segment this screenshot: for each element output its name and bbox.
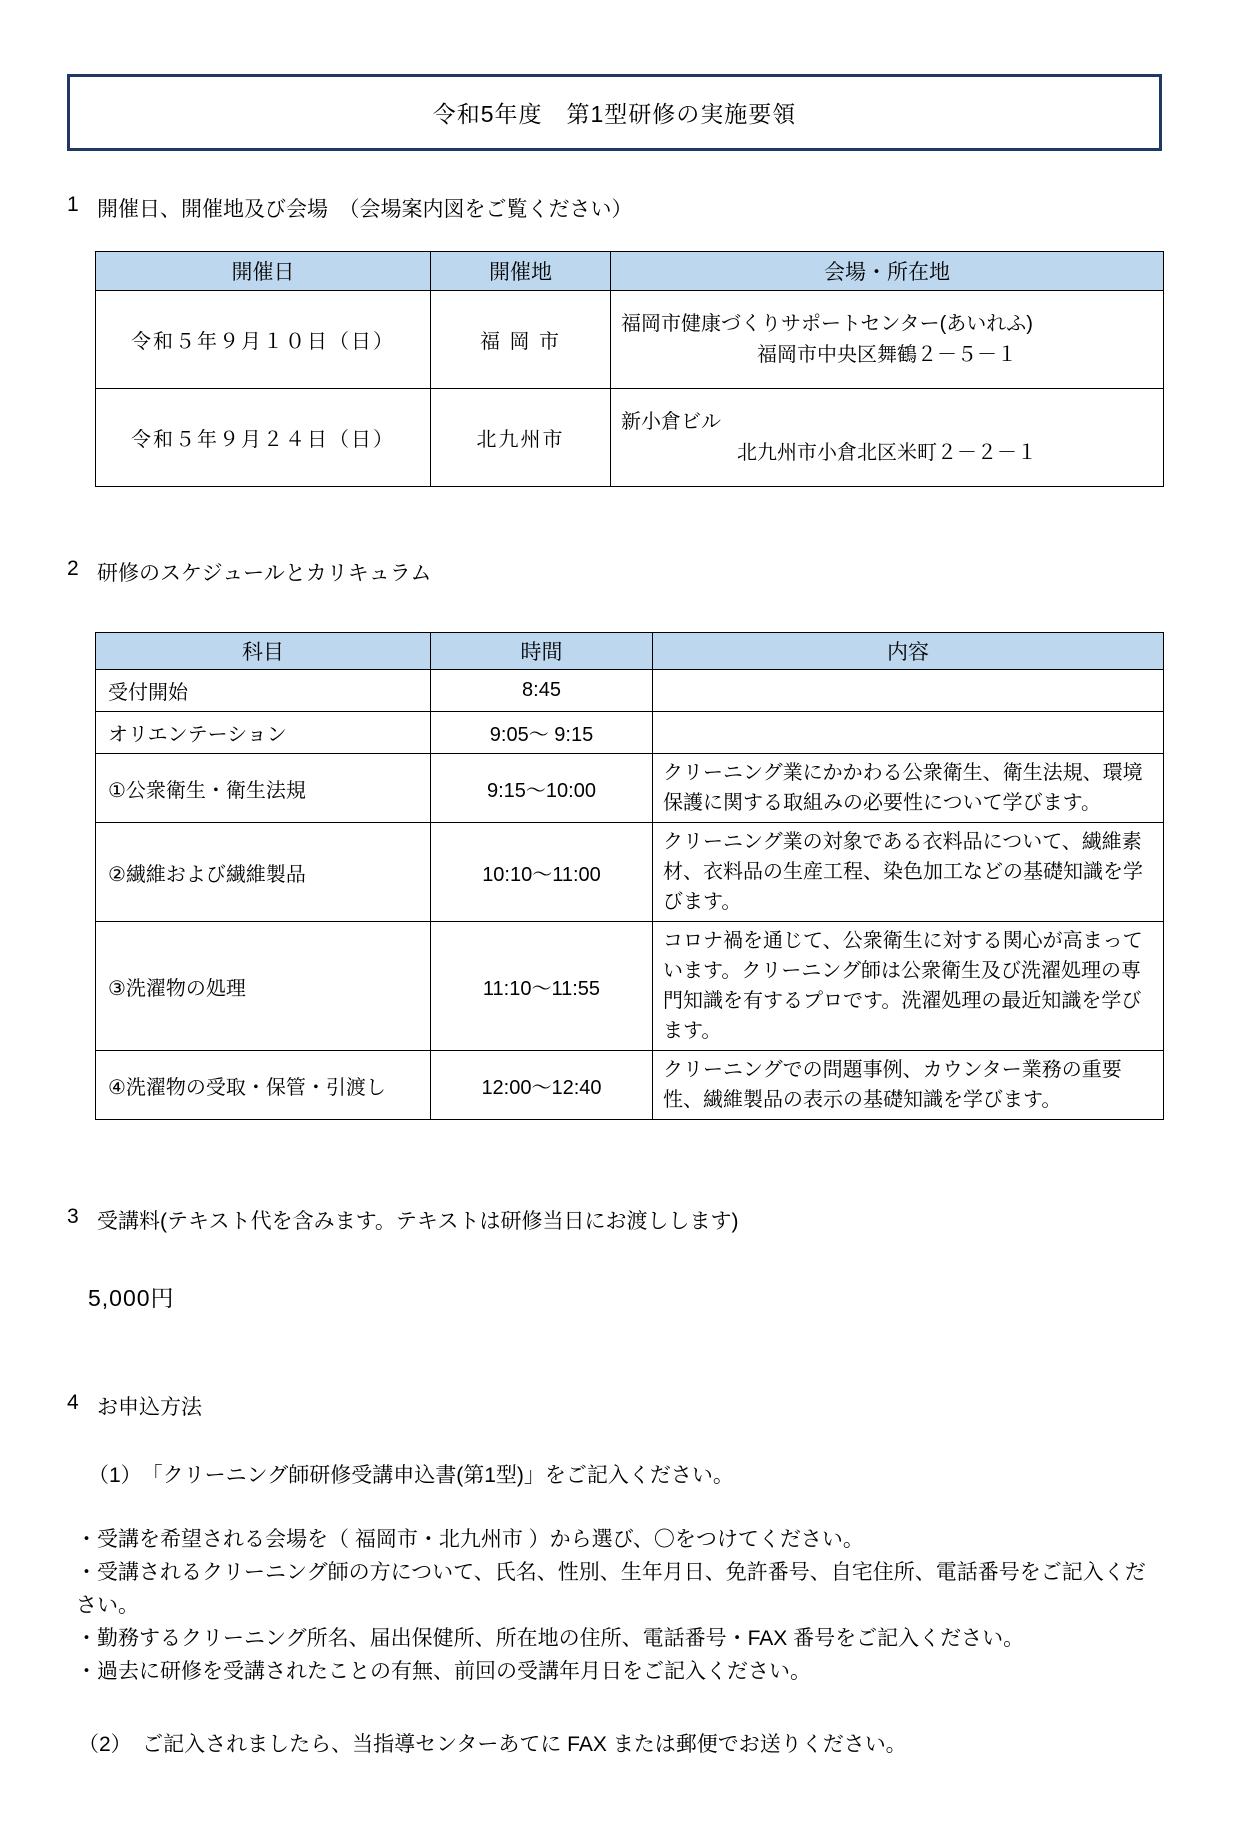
apply-step-2: （2） ご記入されましたら、当指導センターあてに FAX または郵便でお送りください。 [78, 1733, 907, 1756]
schedule-subject-cell: オリエンテーション [96, 712, 431, 754]
document-title: 令和5年度 第1型研修の実施要領 [432, 101, 797, 127]
schedule-subject-cell: ④洗濯物の受取・保管・引渡し [96, 1051, 431, 1120]
venue-city-cell: 福 岡 市 [431, 291, 611, 389]
document-title-box [67, 74, 1162, 151]
section-3-title: 受講料(テキスト代を含みます。テキストは研修当日にお渡しします) [97, 1210, 739, 1233]
schedule-time-cell: 9:05～ 9:15 [431, 712, 653, 754]
venue-location-cell [611, 291, 1164, 389]
schedule-content-cell [653, 670, 1164, 712]
schedule-time-cell: 11:10～11:55 [431, 922, 653, 1051]
apply-step-1: （1） 「クリーニング師研修受講申込書(第1型)」をご記入ください。 [88, 1464, 734, 1487]
schedule-row [96, 823, 1164, 922]
apply-instruction-bullet: ・受講を希望される会場を（ 福岡市・北九州市 ）から選び、〇をつけてください。 [76, 1528, 864, 1551]
apply-instruction-bullet: ・過去に研修を受講されたことの有無、前回の受講年月日をご記入ください。 [76, 1660, 811, 1683]
schedule-row [96, 754, 1164, 823]
venue-table-header-row [96, 252, 1164, 291]
course-fee: 5,000円 [88, 1285, 175, 1311]
schedule-time-cell: 12:00～12:40 [431, 1051, 653, 1120]
schedule-content-cell: コロナ禍を通じて、公衆衛生に対する関心が高まっています。クリーニング師は公衆衛生及び洗濯処理の専門知識を有するプロです。洗濯処理の最近知識を学びます。 [653, 922, 1164, 1051]
section-1-heading [67, 193, 1240, 223]
section-3-heading [67, 1205, 1240, 1235]
venue-date-cell: 令和５年９月２４日（日） [96, 389, 431, 487]
schedule-subject-cell: ③洗濯物の処理 [96, 922, 431, 1051]
section-4-number: 4 [67, 1391, 79, 1414]
section-1-title: 開催日、開催地及び会場 （会場案内図をご覧ください） [97, 198, 633, 221]
schedule-time-cell: 9:15～10:00 [431, 754, 653, 823]
schedule-row [96, 670, 1164, 712]
section-4-heading [67, 1391, 1240, 1421]
venue-table-row [96, 389, 1164, 487]
schedule-table-header-content: 内容 [653, 633, 1164, 670]
schedule-row [96, 1051, 1164, 1120]
venue-table-header-city: 開催地 [431, 252, 611, 291]
venue-table [95, 251, 1164, 487]
apply-instructions-list [76, 1523, 1164, 1688]
venue-address: 福岡市中央区舞鶴２－５－１ [757, 343, 1017, 366]
schedule-row [96, 922, 1164, 1051]
schedule-table [95, 632, 1164, 1120]
document-page [0, 74, 1240, 1828]
schedule-subject-cell: ②繊維および繊維製品 [96, 823, 431, 922]
section-2-number: 2 [67, 557, 79, 580]
venue-table-header-date: 開催日 [96, 252, 431, 291]
venue-name: 新小倉ビル [621, 410, 721, 433]
schedule-subject-cell: 受付開始 [96, 670, 431, 712]
schedule-row [96, 712, 1164, 754]
venue-table-header-venue: 会場・所在地 [611, 252, 1164, 291]
apply-instruction-bullet: ・受講されるクリーニング師の方について、氏名、性別、生年月日、免許番号、自宅住所、電話番号をご記入ください。 [76, 1561, 1146, 1617]
section-2-heading [67, 557, 1240, 587]
schedule-content-cell: クリーニング業にかかわる公衆衛生、衛生法規、環境保護に関する取組みの必要性について学びます。 [653, 754, 1164, 823]
section-1-number: 1 [67, 193, 79, 216]
schedule-time-cell: 8:45 [431, 670, 653, 712]
venue-name: 福岡市健康づくりサポートセンター(あいれふ) [621, 312, 1033, 335]
venue-location-cell [611, 389, 1164, 487]
section-4-title: お申込方法 [97, 1396, 202, 1419]
venue-table-row [96, 291, 1164, 389]
section-3-number: 3 [67, 1205, 79, 1228]
schedule-content-cell [653, 712, 1164, 754]
schedule-content-cell: クリーニングでの問題事例、カウンター業務の重要性、繊維製品の表示の基礎知識を学びます。 [653, 1051, 1164, 1120]
schedule-subject-cell: ①公衆衛生・衛生法規 [96, 754, 431, 823]
schedule-content-cell: クリーニング業の対象である衣料品について、繊維素材、衣料品の生産工程、染色加工などの基礎知識を学びます。 [653, 823, 1164, 922]
schedule-time-cell: 10:10～11:00 [431, 823, 653, 922]
venue-address: 北九州市小倉北区米町２－２－１ [737, 441, 1037, 464]
schedule-table-header-subject: 科目 [96, 633, 431, 670]
venue-city-cell: 北九州市 [431, 389, 611, 487]
section-2-title: 研修のスケジュールとカリキュラム [97, 562, 432, 585]
venue-date-cell: 令和５年９月１０日（日） [96, 291, 431, 389]
schedule-table-header-time: 時間 [431, 633, 653, 670]
schedule-table-header-row [96, 633, 1164, 670]
apply-instruction-bullet: ・勤務するクリーニング所名、届出保健所、所在地の住所、電話番号・FAX 番号をご記入ください。 [76, 1627, 1025, 1650]
